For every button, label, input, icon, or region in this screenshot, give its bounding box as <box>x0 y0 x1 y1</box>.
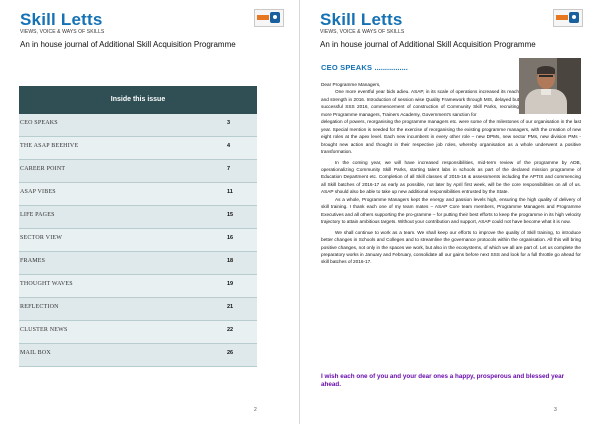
toc-item-name: MAIL BOX <box>20 350 51 356</box>
section-title <box>321 63 408 72</box>
toc-row[interactable] <box>19 206 257 229</box>
toc-item-page: 15 <box>227 212 234 218</box>
toc-row[interactable] <box>19 275 257 298</box>
section-title-text: CEO SPEAKS <box>321 63 373 72</box>
toc-row[interactable] <box>19 252 257 275</box>
masthead <box>20 11 104 35</box>
journal-subtitle: An in house journal of Additional Skill Acquisition Programme <box>20 40 236 49</box>
asap-logo-icon <box>254 9 284 27</box>
toc-list <box>19 114 257 367</box>
toc-item-name: CAREER POINT <box>20 166 66 172</box>
toc-item-page: 4 <box>227 143 231 149</box>
toc-item-name: REFLECTION <box>20 304 59 310</box>
toc-item-name: SECTOR VIEW <box>20 235 63 241</box>
toc-row[interactable] <box>19 114 257 137</box>
ceo-letter <box>321 81 581 266</box>
table-of-contents <box>19 86 257 367</box>
toc-item-name: ASAP VIBES <box>20 189 56 195</box>
toc-item-name: CLUSTER NEWS <box>20 327 68 333</box>
toc-item-page: 21 <box>227 304 234 310</box>
letter-greeting: Dear Programme Managers, <box>321 82 381 87</box>
toc-row[interactable] <box>19 160 257 183</box>
toc-row[interactable] <box>19 321 257 344</box>
masthead <box>320 11 404 35</box>
page-number: 2 <box>254 407 257 413</box>
toc-item-page: 11 <box>227 189 233 195</box>
brand-tagline: VIEWS, VOICE & WAYS OF SKILLS <box>320 29 405 35</box>
journal-subtitle: An in house journal of Additional Skill Acquisition Programme <box>320 40 536 49</box>
toc-item-page: 18 <box>227 258 234 264</box>
letter-paragraph: One more eventful year bids adieu. ASAP, in its scale of operations increased its reach and strength in 2016. Introduction of session wise Quality Framework through MIS, delayed but successful SSS 2016, commencement of construction of Community Skill Parks, recruiting more Programme managers, Trainers Academy, Government's sanction for <box>321 89 519 117</box>
toc-item-page: 19 <box>227 281 234 287</box>
toc-item-page: 26 <box>227 350 234 356</box>
letter-paragraph: As a whole, Programme Managers kept the energy and passion levels high, ensuring the high quality of delivery of skill training. I thank each one of my team mates – ASAP Core team members, Programme Managers and Programme Executives and all others supporting the pro-gramme – for putting their best efforts to keep the programme in its high velocity trajectory to attain ambitious targets. Without your contribution and support, ASAP could not have become what it is now. <box>321 196 581 225</box>
page-number: 3 <box>554 407 557 413</box>
brand-title: Skill Letts <box>320 10 403 29</box>
asap-logo-icon <box>553 9 583 27</box>
right-page <box>300 0 600 424</box>
brand-title: Skill Letts <box>20 10 103 29</box>
toc-row[interactable] <box>19 298 257 321</box>
section-title-dots: ................ <box>374 63 408 72</box>
toc-item-page: 7 <box>227 166 231 172</box>
toc-item-name: FRAMES <box>20 258 46 264</box>
letter-paragraph: In the coming year, we will have increased responsibilities, mid-term review of the programme by ADB, operationalizing Community Skill Parks, starting talent labs in schools as part of the declared mission programme of Education Department etc. Completion of all Skill classes of 2015-16 & assessments including the APTIS and commencing all Skill batches of 2016-17 as early as possible, not later by April first week, will be the core responsibilities on all of us. ASAP should also be able to take up new additional responsibilities entrusted by the State. <box>321 159 581 195</box>
toc-row[interactable] <box>19 137 257 160</box>
toc-item-name: THE ASAP BEEHIVE <box>20 143 79 149</box>
letter-paragraph: We shall continue to work as a team. We shall keep our efforts to improve the quality of Skill training, to introduce better changes in Schools and Colleges and to streamline the governance protocols within the organisation. All this will bring positive changes, not only in the spaces we work, but also in the ecosystems, of which we all are part of. Let us complete the preparatory works in January and February, consolidate all our gains before next SSS and look for a full throttle go ahead for skill batches of 2016-17. <box>321 229 581 265</box>
closing-wish: I wish each one of you and your dear ones a happy, prosperous and blessed year ahead. <box>321 373 565 389</box>
toc-row[interactable] <box>19 344 257 367</box>
toc-row[interactable] <box>19 229 257 252</box>
toc-item-name: CEO SPEAKS <box>20 120 58 126</box>
toc-item-name: LIFE PAGES <box>20 212 55 218</box>
toc-item-page: 16 <box>227 235 234 241</box>
toc-item-name: THOUGHT WAVES <box>20 281 73 287</box>
toc-item-page: 3 <box>227 120 231 126</box>
toc-item-page: 22 <box>227 327 234 333</box>
letter-paragraph: delegation of powers, reorganising the programme managers etc. were some of the milestones of our organisation in the last year. Special mention is needed for the exercise of reorganising the existing programme managers, with the creation of new eight roles at the apex level. Each new incumbent in every other role – new DPMs, new sector PMs, new division PMs - brought new action and thought in their respective job roles, whereby organisation as a whole underwent a positive transformation. <box>321 119 581 155</box>
toc-header: Inside this issue <box>19 86 257 114</box>
toc-row[interactable] <box>19 183 257 206</box>
brand-tagline: VIEWS, VOICE & WAYS OF SKILLS <box>20 29 105 35</box>
